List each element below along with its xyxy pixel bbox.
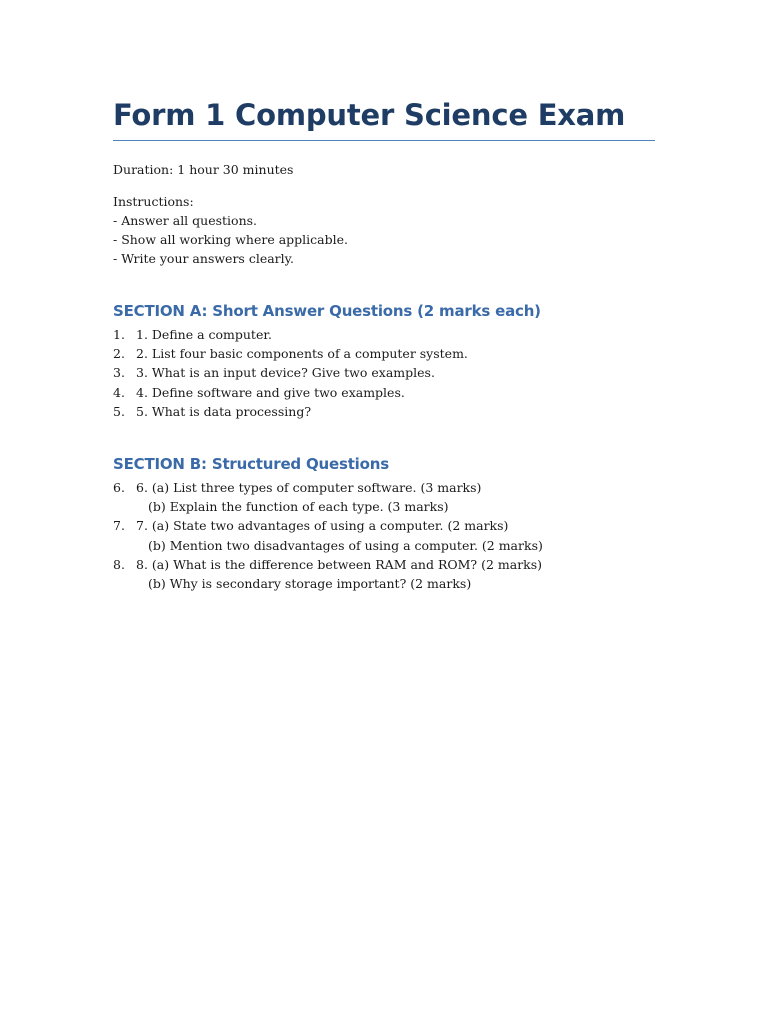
question-text: 1. Define a computer. bbox=[136, 327, 272, 342]
section-a-heading: SECTION A: Short Answer Questions (2 marks each) bbox=[113, 302, 541, 320]
instruction-item: - Write your answers clearly. bbox=[113, 251, 295, 266]
page-title: Form 1 Computer Science Exam bbox=[113, 96, 655, 141]
question-part-a: 7. (a) State two advantages of using a computer. (2 marks) bbox=[136, 518, 509, 534]
list-number: 6. bbox=[113, 480, 125, 496]
question-part-b: (b) Explain the function of each type. (3 marks) bbox=[148, 499, 449, 515]
question-part-b: (b) Mention two disadvantages of using a computer. (2 marks) bbox=[148, 537, 543, 553]
list-item bbox=[113, 402, 655, 421]
list-number: 2. bbox=[113, 346, 125, 362]
list-item bbox=[113, 344, 655, 363]
list-number: 3. bbox=[113, 365, 125, 381]
question-part-a: 8. (a) What is the difference between RAM and ROM? (2 marks) bbox=[136, 556, 543, 572]
exam-page bbox=[113, 96, 655, 593]
instructions-heading: Instructions: bbox=[113, 194, 194, 209]
list-number: 4. bbox=[113, 384, 125, 400]
list-item bbox=[113, 478, 655, 516]
question-part-b: (b) Why is secondary storage important? (2 marks) bbox=[148, 576, 472, 592]
question-text: 3. What is an input device? Give two examples. bbox=[136, 365, 435, 381]
section-b-list bbox=[113, 478, 655, 593]
instruction-item: - Answer all questions. bbox=[113, 213, 258, 228]
instruction-item: - Show all working where applicable. bbox=[113, 232, 348, 247]
instructions-block bbox=[113, 192, 655, 268]
list-item bbox=[113, 383, 655, 402]
list-item bbox=[113, 363, 655, 382]
list-number: 1. bbox=[113, 327, 125, 342]
list-item bbox=[113, 555, 655, 593]
section-b-heading: SECTION B: Structured Questions bbox=[113, 455, 389, 474]
question-text: 2. List four basic components of a computer system. bbox=[136, 346, 468, 362]
question-text: 5. What is data processing? bbox=[136, 403, 312, 419]
section-a-list bbox=[113, 325, 655, 421]
question-text: 4. Define software and give two examples. bbox=[136, 384, 405, 400]
list-number: 8. bbox=[113, 556, 125, 572]
list-number: 7. bbox=[113, 518, 125, 534]
list-item bbox=[113, 325, 655, 344]
list-number: 5. bbox=[113, 403, 125, 419]
list-item bbox=[113, 516, 655, 554]
question-part-a: 6. (a) List three types of computer software. (3 marks) bbox=[136, 480, 482, 496]
duration-text: Duration: 1 hour 30 minutes bbox=[113, 162, 294, 177]
